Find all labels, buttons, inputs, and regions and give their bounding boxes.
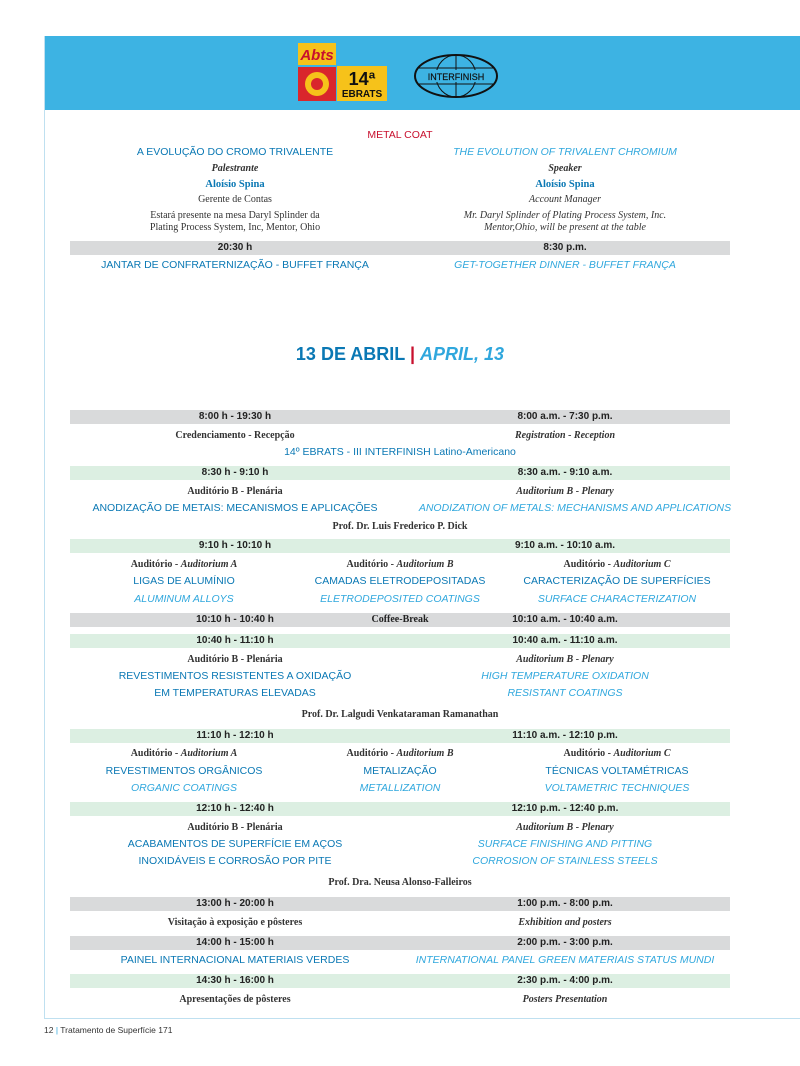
- talk-b-pt: METALIZAÇÃO: [363, 765, 437, 777]
- exhibition-en: Exhibition and posters: [518, 917, 612, 928]
- panel-pt: PAINEL INTERNACIONAL MATERIAIS VERDES: [120, 954, 350, 966]
- page-number: 12: [44, 1025, 54, 1035]
- posters-en: Posters Presentation: [522, 994, 608, 1005]
- position-en: Account Manager: [529, 194, 601, 205]
- talk-pt-1: REVESTIMENTOS RESISTENTES A OXIDAÇÃO: [118, 670, 352, 682]
- time-pt: 9:10 h - 10:10 h: [198, 540, 272, 551]
- time-en: 2:00 p.m. - 3:00 p.m.: [517, 937, 613, 948]
- talk-a-pt: LIGAS DE ALUMÍNIO: [133, 575, 235, 587]
- talk-pt-2: EM TEMPERATURAS ELEVADAS: [154, 687, 316, 699]
- dinner-time-pt: 20:30 h: [217, 242, 253, 253]
- room-c-en: Auditorium C: [613, 559, 671, 570]
- talk-c-en: VOLTAMETRIC TECHNIQUES: [544, 782, 690, 794]
- room-c-pt: Auditório -: [563, 748, 614, 759]
- time-en: 8:30 a.m. - 9:10 a.m.: [517, 467, 613, 478]
- day-title-pt: 13 DE ABRIL: [295, 344, 405, 364]
- sponsor-name: METAL COAT: [367, 129, 433, 141]
- time-en: 10:10 a.m. - 10:40 a.m.: [512, 614, 618, 625]
- dinner-time-en: 8:30 p.m.: [543, 242, 587, 253]
- page-footer: [44, 1025, 172, 1035]
- talk-c-en: SURFACE CHARACTERIZATION: [537, 593, 697, 605]
- room-en: Auditorium B - Plenary: [516, 654, 614, 665]
- time-en: 12:10 p.m. - 12:40 p.m.: [511, 803, 619, 814]
- room-a-pt: Auditório -: [130, 748, 181, 759]
- day-title: [0, 343, 800, 365]
- room-c-pt: Auditório -: [563, 559, 614, 570]
- talk-en-2: RESISTANT COATINGS: [507, 687, 623, 699]
- event-name: 14º EBRATS - III INTERFINISH Latino-Americano: [284, 446, 516, 458]
- time-en: 1:00 p.m. - 8:00 p.m.: [517, 898, 613, 909]
- svg-text:EBRATS: EBRATS: [341, 89, 383, 100]
- day-title-sep: |: [409, 344, 416, 364]
- room-b: [300, 747, 500, 760]
- room-a-pt: Auditório -: [130, 559, 181, 570]
- dinner-pt: JANTAR DE CONFRATERNIZAÇÃO - BUFFET FRANÇA: [101, 259, 369, 271]
- talk-a-en: ALUMINUM ALLOYS: [134, 593, 234, 605]
- posters-pt: Apresentações de pôsteres: [179, 994, 291, 1005]
- room-b-pt: Auditório -: [346, 748, 397, 759]
- room-pt: Auditório B - Plenária: [187, 486, 283, 497]
- svg-text:INTERFINISH: INTERFINISH: [427, 72, 485, 82]
- speaker-pt: Aloísio Spina: [205, 179, 265, 190]
- time-en: 8:00 a.m. - 7:30 p.m.: [517, 411, 613, 422]
- ebrats-logo: [337, 66, 387, 101]
- publication-name: Tratamento de Superfície 171: [60, 1025, 173, 1035]
- footer-sep: |: [55, 1025, 59, 1035]
- sponsor-title-en: THE EVOLUTION OF TRIVALENT CHROMIUM: [453, 146, 677, 158]
- talk-en: ANODIZATION OF METALS: MECHANISMS AND APPLICATIONS: [418, 502, 732, 514]
- svg-text:14ª: 14ª: [348, 69, 376, 89]
- panel-en: INTERNATIONAL PANEL GREEN MATERIAIS STATUS MUNDI: [415, 954, 715, 966]
- room-c-en: Auditorium C: [613, 748, 671, 759]
- dinner-en: GET-TOGETHER DINNER - BUFFET FRANÇA: [454, 259, 676, 271]
- exhibition-pt: Visitação à exposição e pôsteres: [167, 917, 303, 928]
- sponsor-title-pt: A EVOLUÇÃO DO CROMO TRIVALENTE: [136, 146, 334, 158]
- room-a: [84, 747, 284, 760]
- time-en: 2:30 p.m. - 4:00 p.m.: [517, 975, 613, 986]
- talk-c-pt: TÉCNICAS VOLTAMÉTRICAS: [545, 765, 689, 777]
- role-en: Speaker: [548, 163, 582, 174]
- room-pt: Auditório B - Plenária: [187, 654, 283, 665]
- room-b-en: Auditorium B: [396, 559, 454, 570]
- room-c: [517, 558, 717, 571]
- talk-en-1: SURFACE FINISHING AND PITTING: [477, 838, 653, 850]
- time-pt: 8:30 h - 9:10 h: [201, 467, 269, 478]
- note-pt-1: Estará presente na mesa Daryl Splinder da: [150, 210, 320, 221]
- time-en: 9:10 a.m. - 10:10 a.m.: [514, 540, 616, 551]
- talk-en-1: HIGH TEMPERATURE OXIDATION: [481, 670, 649, 682]
- day-title-en: APRIL, 13: [420, 344, 505, 364]
- speaker: Prof. Dr. Lalgudi Venkataraman Ramanathan: [301, 709, 499, 720]
- time-pt: 11:10 h - 12:10 h: [196, 730, 274, 741]
- room-b-pt: Auditório -: [346, 559, 397, 570]
- note-pt-2: Plating Process System, Inc, Mentor, Ohio: [149, 222, 321, 233]
- talk-a-en: ORGANIC COATINGS: [131, 782, 237, 794]
- room-b-en: Auditorium B: [396, 748, 454, 759]
- coffee-break: Coffee-Break: [371, 614, 429, 625]
- time-pt: 10:10 h - 10:40 h: [196, 614, 274, 625]
- time-pt: 8:00 h - 19:30 h: [198, 411, 272, 422]
- time-pt: 10:40 h - 11:10 h: [196, 635, 274, 646]
- room-a-en: Auditorium A: [180, 748, 238, 759]
- position-pt: Gerente de Contas: [198, 194, 272, 205]
- talk-en-2: CORROSION OF STAINLESS STEELS: [472, 855, 658, 867]
- speaker: Prof. Dr. Luis Frederico P. Dick: [332, 521, 468, 532]
- registration-en: Registration - Reception: [515, 430, 615, 441]
- svg-text:Abts: Abts: [300, 47, 334, 64]
- room-en: Auditorium B - Plenary: [516, 486, 614, 497]
- talk-b-en: ELETRODEPOSITED COATINGS: [320, 593, 480, 605]
- room-a-en: Auditorium A: [180, 559, 238, 570]
- talk-pt-2: INOXIDÁVEIS E CORROSÃO POR PITE: [138, 855, 332, 867]
- time-pt: 13:00 h - 20:00 h: [196, 898, 274, 909]
- interfinish-logo: [413, 53, 499, 99]
- speaker-en: Aloísio Spina: [535, 179, 595, 190]
- abts-logo: [298, 43, 336, 101]
- time-en: 11:10 a.m. - 12:10 p.m.: [512, 730, 618, 741]
- talk-a-pt: REVESTIMENTOS ORGÂNICOS: [105, 765, 263, 777]
- room-b: [300, 558, 500, 571]
- room-a: [84, 558, 284, 571]
- registration-pt: Credenciamento - Recepção: [175, 430, 295, 441]
- time-pt: 14:30 h - 16:00 h: [196, 975, 274, 986]
- note-en-2: Mentor,Ohio, will be present at the table: [484, 222, 646, 233]
- room-c: [517, 747, 717, 760]
- note-en-1: Mr. Daryl Splinder of Plating Process System, Inc.: [463, 210, 667, 221]
- time-pt: 14:00 h - 15:00 h: [196, 937, 274, 948]
- room-pt: Auditório B - Plenária: [187, 822, 283, 833]
- talk-pt: ANODIZAÇÃO DE METAIS: MECANISMOS E APLICAÇÕES: [92, 502, 378, 514]
- talk-pt-1: ACABAMENTOS DE SUPERFÍCIE EM AÇOS: [127, 838, 343, 850]
- speaker: Prof. Dra. Neusa Alonso-Falleiros: [328, 877, 472, 888]
- time-pt: 12:10 h - 12:40 h: [196, 803, 274, 814]
- talk-b-pt: CAMADAS ELETRODEPOSITADAS: [314, 575, 486, 587]
- role-pt: Palestrante: [211, 163, 259, 174]
- time-en: 10:40 a.m. - 11:10 a.m.: [512, 635, 618, 646]
- talk-c-pt: CARACTERIZAÇÃO DE SUPERFÍCIES: [523, 575, 711, 587]
- talk-b-en: METALLIZATION: [359, 782, 441, 794]
- room-en: Auditorium B - Plenary: [516, 822, 614, 833]
